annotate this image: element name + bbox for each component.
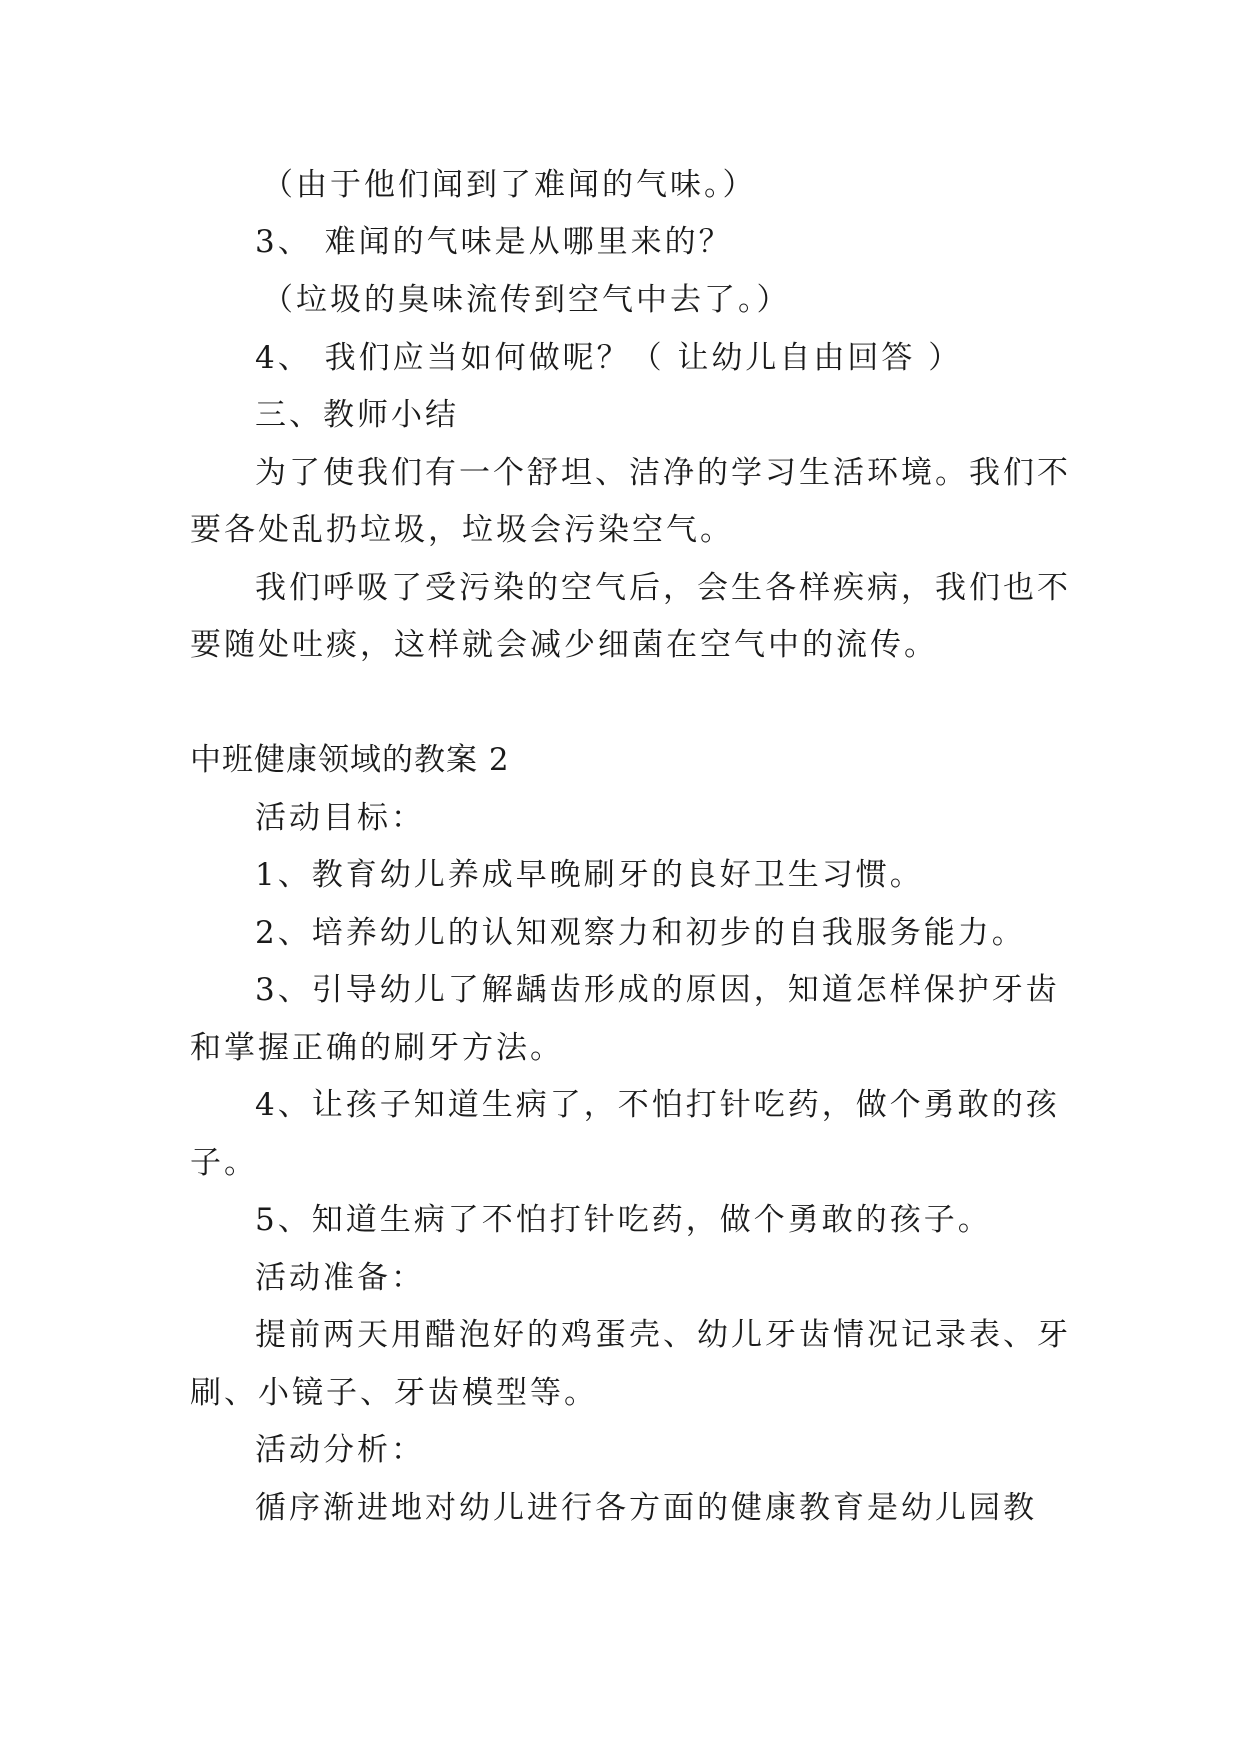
paragraph-line: 要各处乱扔垃圾，垃圾会污染空气。 (190, 512, 734, 548)
paragraph-line: 刷、小镜子、牙齿模型等。 (190, 1375, 598, 1411)
list-item: 2、培养幼儿的认知观察力和初步的自我服务能力。 (255, 915, 1026, 951)
list-item: 3、引导幼儿了解龋齿形成的原因，知道怎样保护牙齿 (255, 972, 1060, 1008)
section-heading: 活动目标： (255, 800, 425, 836)
list-item-continuation: 和掌握正确的刷牙方法。 (190, 1030, 564, 1066)
paragraph-line: 要随处吐痰，这样就会减少细菌在空气中的流传。 (190, 627, 938, 663)
paragraph-line: 循序渐进地对幼儿进行各方面的健康教育是幼儿园教 (255, 1490, 1037, 1526)
list-item: 4、让孩子知道生病了，不怕打针吃药，做个勇敢的孩 (255, 1087, 1060, 1123)
question-line: 3、 难闻的气味是从哪里来的？ (255, 224, 733, 260)
question-line: 4、 我们应当如何做呢？（ 让幼儿自由回答 ） (255, 340, 963, 376)
paragraph-line: 我们呼吸了受污染的空气后，会生各样疾病，我们也不 (255, 570, 1071, 606)
paragraph-line: 提前两天用醋泡好的鸡蛋壳、幼儿牙齿情况记录表、牙 (255, 1317, 1071, 1353)
list-item-continuation: 子。 (190, 1145, 258, 1181)
list-item: 1、教育幼儿养成早晚刷牙的良好卫生习惯。 (255, 857, 924, 893)
paragraph-line: 为了使我们有一个舒坦、洁净的学习生活环境。我们不 (255, 455, 1071, 491)
document-title: 中班健康领域的教案 2 (190, 742, 510, 778)
section-heading: 活动分析： (255, 1432, 425, 1468)
list-item: 5、知道生病了不怕打针吃药，做个勇敢的孩子。 (255, 1202, 992, 1238)
section-heading: 三、教师小结 (255, 397, 459, 433)
answer-line: （垃圾的臭味流传到空气中去了。） (262, 282, 791, 318)
section-heading: 活动准备： (255, 1260, 425, 1296)
answer-line: （由于他们闻到了难闻的气味。） (262, 167, 757, 203)
